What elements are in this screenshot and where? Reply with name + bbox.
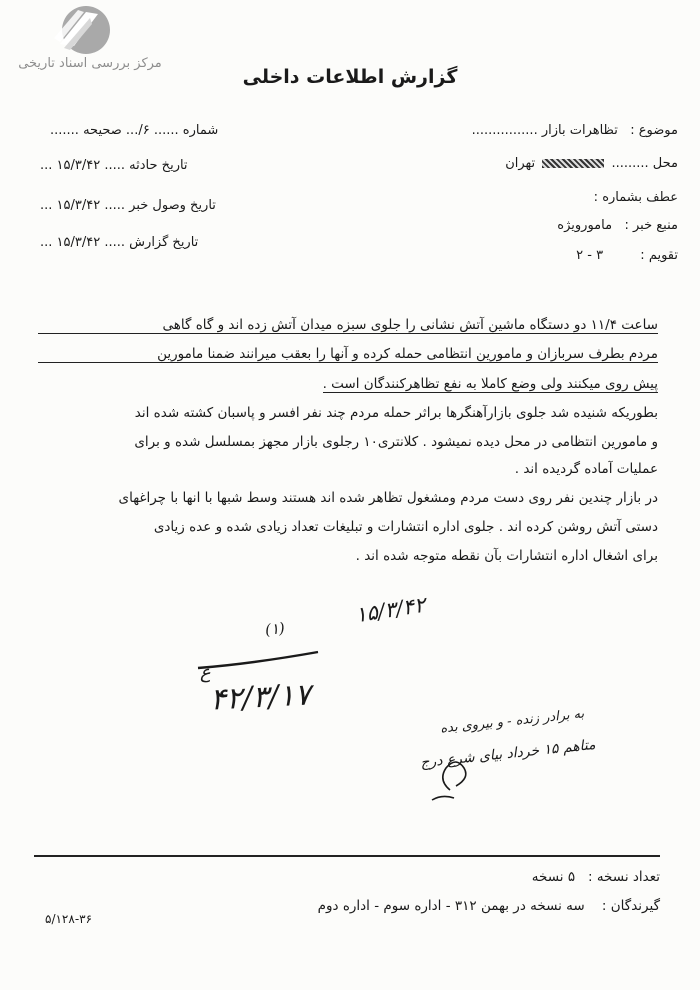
copies-value: ۵ نسخه (531, 869, 576, 885)
incident-date-value: ۱۵/۳/۴۲ (56, 158, 101, 173)
archive-watermark-text: مرکز بررسی اسناد تاریخی (18, 56, 162, 71)
incident-date-label: تاریخ حادثه (129, 158, 188, 173)
number-label: شماره (182, 123, 219, 138)
handwritten-note-line1: به برادر زنده - و بیروی بده (439, 706, 585, 737)
handwritten-archive-number: ۴۲/۳/۱۷ (209, 677, 312, 718)
number-value: ۶/... صحیحه (83, 123, 150, 138)
source-row: منبع خبر : مامورویژه (557, 218, 678, 233)
handwritten-initials: (۱) (264, 619, 286, 639)
location-row: محل ......... تهران (505, 156, 678, 171)
report-date-label: تاریخ گزارش (129, 235, 199, 250)
location-value: تهران (505, 156, 536, 171)
signature-tail (432, 796, 454, 800)
body-line-7: در بازار چندین نفر روی دست مردم ومشغول تظاهر شده اند هستند وسط شبها با انها با چراغهای (118, 490, 658, 506)
assessment-row: تقویم : ۳ - ۲ (576, 248, 678, 263)
assessment-label: تقویم (648, 248, 678, 263)
recipients-label: گیرندگان : (601, 898, 660, 914)
subject-label: موضوع (638, 123, 678, 138)
body-line-3-text: پیش روی میکنند ولی وضع کاملا به نفع تظاهرکنندگان است . (322, 376, 658, 392)
news-received-label: تاریخ وصول خبر (129, 198, 216, 213)
source-label: منبع خبر (633, 218, 678, 233)
handwritten-date: ۱۵/۳/۴۲ (353, 592, 427, 628)
body-line-5: و مامورین انتظامی در محل دیده نمیشود . کلانتری۱۰ رجلوی بازار مجهز بمسلسل شده و برای (134, 434, 658, 450)
number-row: شماره ...... ۶/... صحیحه ....... (50, 123, 219, 138)
news-received-row: تاریخ وصول خبر ..... ۱۵/۳/۴۲ ... (40, 198, 216, 213)
location-label: محل (652, 156, 678, 171)
report-title: گزارش اطلاعات داخلی (242, 66, 458, 88)
news-received-value: ۱۵/۳/۴۲ (56, 198, 101, 213)
reference-row: عطف بشماره : (593, 190, 678, 205)
body-line-2: مردم بطرف سربازان و مامورین انتظامی حمله کرده و آنها را بعقب میرانند ضمنا مامورین (38, 346, 658, 363)
subject-value: تظاهرات بازار (541, 123, 618, 138)
report-date-row: تاریخ گزارش ..... ۱۵/۳/۴۲ ... (40, 235, 199, 250)
body-line-1: ساعت ۱۱/۴ دو دستگاه ماشین آتش نشانی را جلوی سبزه میدان آتش زده اند و گاه گاهی (38, 317, 658, 334)
body-line-8: دستی آتش روشن کرده اند . جلوی اداره انتشارات و تبلیغات تعداد زیادی شده و عده زیادی (153, 519, 658, 535)
body-line-4: بطوریکه شنیده شد جلوی بازارآهنگرها براثر حمله مردم چند نفر افسر و پاسبان کشته شده اند (134, 405, 658, 421)
body-line-6: عملیات آماده گردیده اند . (514, 461, 658, 477)
handwritten-prefix: ع (200, 662, 211, 683)
handwritten-note-line2: متاهم ۱۵ خرداد بیای شرع درج (419, 736, 597, 772)
recipients-value: سه نسخه در بهمن ۳۱۲ - اداره سوم - اداره دوم (317, 898, 585, 914)
reference-label: عطف بشماره (602, 190, 678, 205)
assessment-value: ۳ - ۲ (576, 248, 604, 263)
source-value: مامورویژه (557, 218, 613, 233)
report-date-value: ۱۵/۳/۴۲ (56, 235, 101, 250)
copies-row (532, 869, 660, 885)
subject-row: موضوع : تظاهرات بازار ................ (471, 123, 678, 138)
copies-label: تعداد نسخه : (587, 869, 660, 885)
recipients-row (318, 898, 660, 914)
body-line-9: برای اشغال اداره انتشارات بآن نقطه متوجه شده اند . (355, 548, 658, 564)
incident-date-row: تاریخ حادثه ..... ۱۵/۳/۴۲ ... (40, 158, 188, 173)
footer-divider (34, 855, 660, 857)
reference-code: ۵/۱۲۸-۳۶ (45, 912, 93, 926)
